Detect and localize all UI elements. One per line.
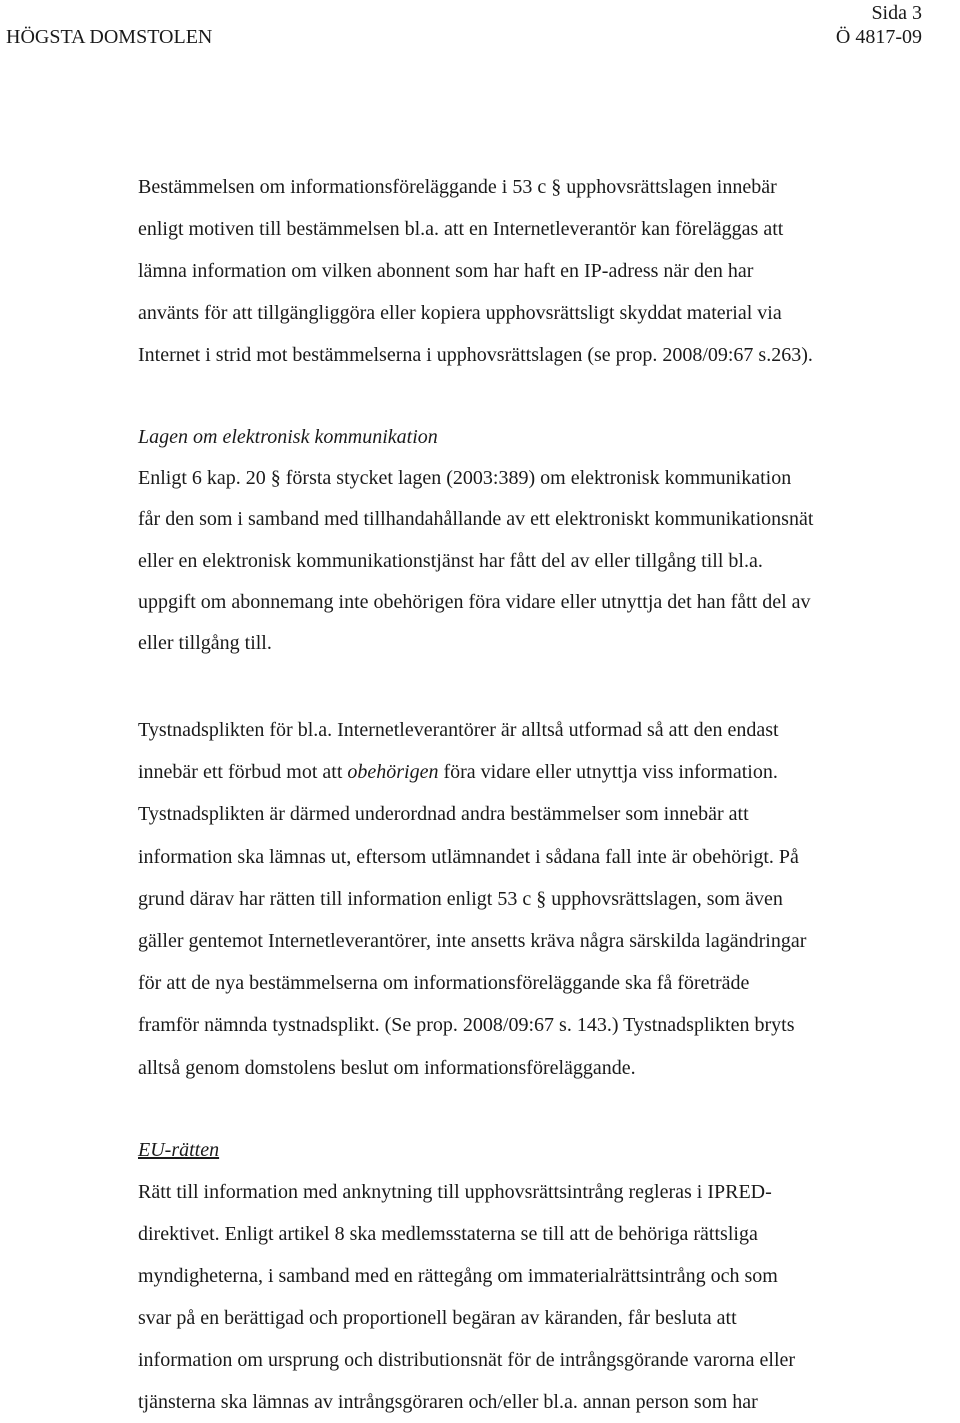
text-line: för att de nya bestämmelserna om informationsföreläggande ska få företräde xyxy=(138,972,750,995)
section-sign: § xyxy=(270,467,281,489)
section-heading-lek: Lagen om elektronisk kommunikation xyxy=(138,426,438,448)
paragraph-eu xyxy=(138,1171,960,1423)
text-line: information ska lämnas ut, eftersom utlämnandet i sådana fall inte är obehörigt. På xyxy=(138,845,799,868)
text-line: tjänsterna ska lämnas av intrångsgöraren och/eller bl.a. annan person som har xyxy=(138,1391,758,1413)
text-line: framför nämnda tystnadsplikt. (Se prop. 2008/09:67 s. 143.) Tystnadsplikten bryts xyxy=(138,1014,795,1037)
text-line: lämna information om vilken abonnent som har haft en IP-adress när den har xyxy=(138,260,754,282)
paragraph-informationsforelaggande xyxy=(138,166,960,376)
text-line: eller tillgång till. xyxy=(138,632,272,655)
page-number: Sida 3 xyxy=(871,2,922,24)
section-heading-eu: EU-rätten xyxy=(138,1139,220,1161)
court-name: HÖGSTA DOMSTOLEN xyxy=(6,26,213,48)
text-line: enligt motiven till bestämmelsen bl.a. att en Internetleverantör kan föreläggas att xyxy=(138,218,784,240)
paragraph-tystnadsplikt xyxy=(138,709,960,1089)
text-line: uppgift om abonnemang inte obehörigen föra vidare eller utnyttja det han fått del av xyxy=(138,590,811,613)
text-line: direktivet. Enligt artikel 8 ska medlemsstaterna se till att de behöriga rättsliga xyxy=(138,1223,758,1245)
text-line: innebär ett förbud mot att obehörigen föra vidare eller utnyttja viss information. xyxy=(138,761,778,784)
text-line: myndigheterna, i samband med en rättegång om immaterialrättsintrång och som xyxy=(138,1265,778,1287)
section-sign: § xyxy=(536,887,547,910)
text-line: svar på en berättigad och proportionell begäran av käranden, får besluta att xyxy=(138,1307,737,1329)
text-line: gäller gentemot Internetleverantörer, inte ansetts kräva några särskilda lagändringar xyxy=(138,930,807,953)
text-line: Tystnadsplikten är därmed underordnad andra bestämmelser som innebär att xyxy=(138,803,749,826)
text-line: eller en elektronisk kommunikationstjänst har fått del av eller tillgång till bl.a. xyxy=(138,549,763,572)
text-line: använts för att tillgängliggöra eller kopiera upphovsrättsligt skyddat material via xyxy=(138,302,782,324)
text-line: får den som i samband med tillhandahållande av ett elektroniskt kommunikationsnät xyxy=(138,508,814,531)
text-line: alltså genom domstolens beslut om informationsföreläggande. xyxy=(138,1056,636,1079)
text-line: Bestämmelsen om informationsföreläggande i 53 c § upphovsrättslagen innebär xyxy=(138,176,777,198)
text-line: Rätt till information med anknytning till upphovsrättsintrång regleras i IPRED- xyxy=(138,1181,772,1203)
text-line: grund därav har rätten till information enligt 53 c § upphovsrättslagen, som även xyxy=(138,887,783,910)
text-line: information om ursprung och distributionsnät för de intrångsgörande varorna eller xyxy=(138,1349,796,1371)
text-line: Enligt 6 kap. 20 § första stycket lagen (2003:389) om elektronisk kommunikation xyxy=(138,467,792,489)
text-line: Internet i strid mot bestämmelserna i upphovsrättslagen (se prop. 2008/09:67 s.263). xyxy=(138,344,813,366)
paragraph-lek xyxy=(138,458,960,664)
text-line: Tystnadsplikten för bl.a. Internetleverantörer är alltså utformad så att den endast xyxy=(138,719,779,741)
emphasis-obehorigen: obehörigen xyxy=(347,761,439,784)
section-sign: § xyxy=(551,176,562,198)
case-number: Ö 4817-09 xyxy=(835,26,922,48)
